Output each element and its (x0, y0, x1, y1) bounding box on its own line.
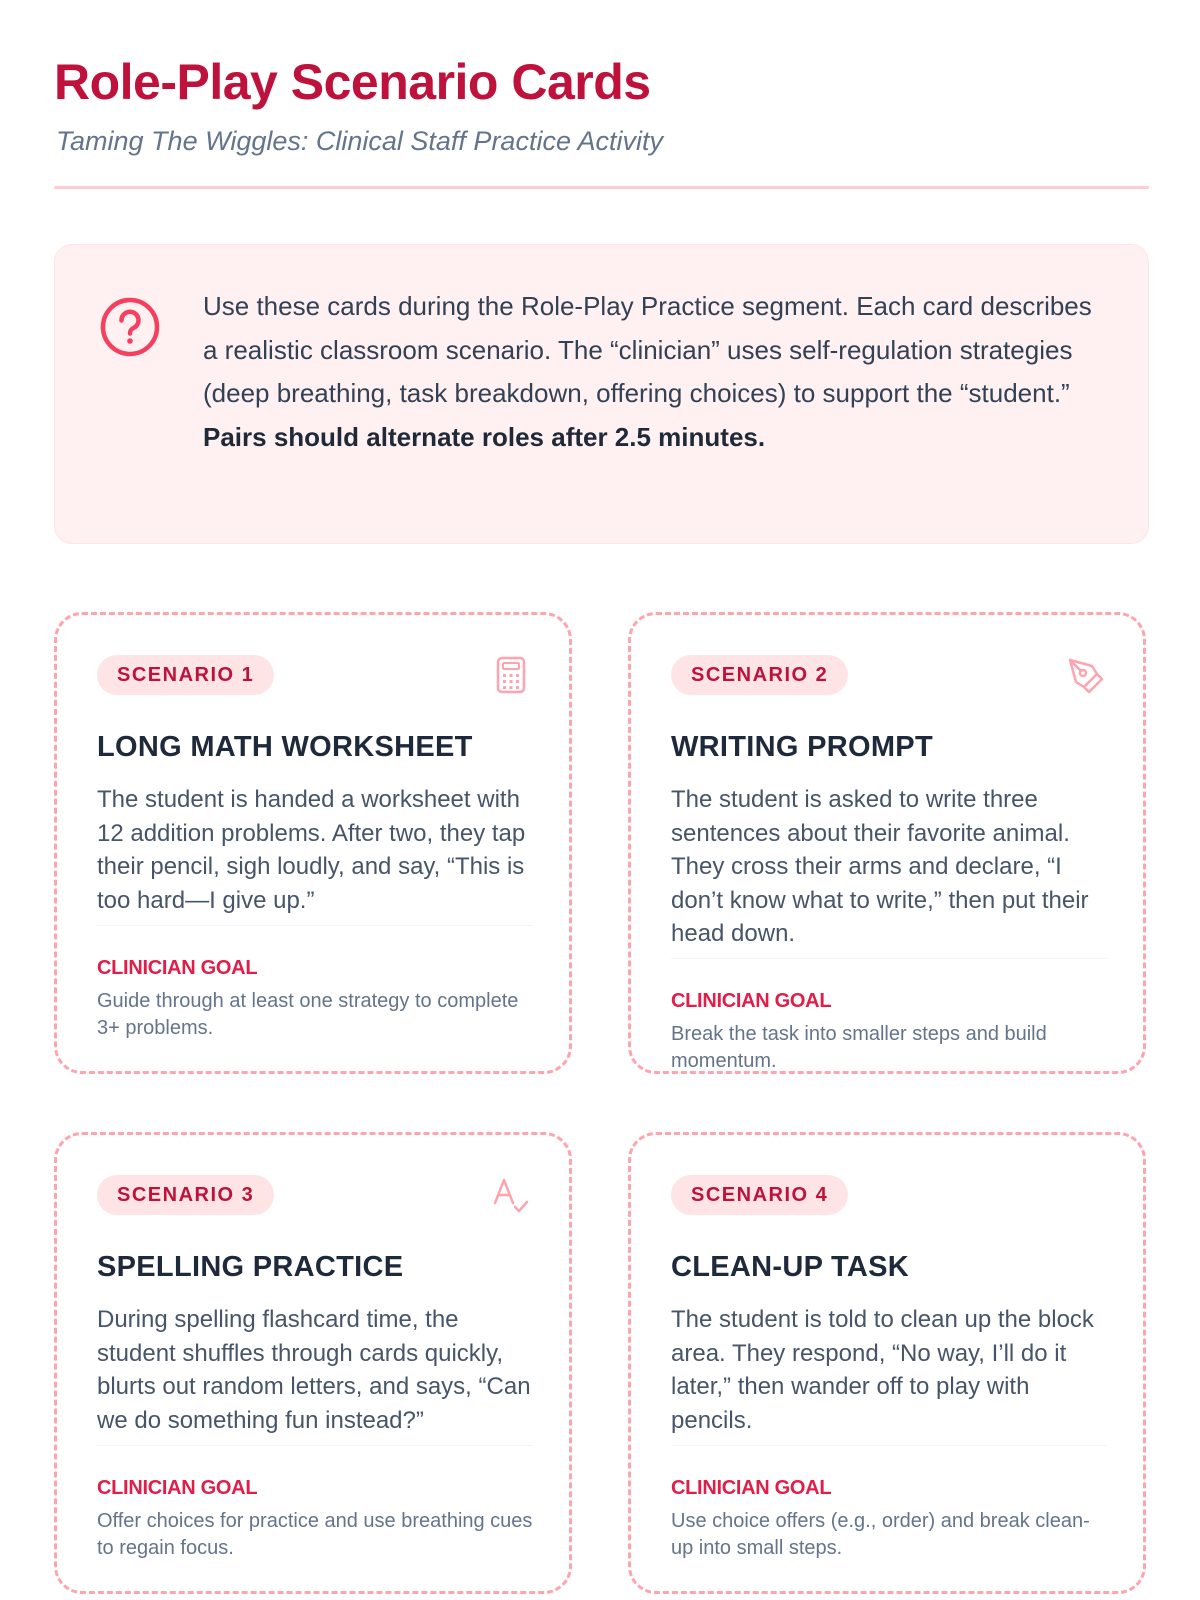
header-divider (54, 186, 1149, 189)
goal-text: Offer choices for practice and use breathing cues to regain focus. (97, 1510, 533, 1559)
scenario-card-4 (628, 1132, 1146, 1594)
scenario-badge: SCENARIO 3 (97, 1175, 274, 1215)
goal-text: Break the task into smaller steps and build momentum. (671, 1023, 1047, 1072)
clinician-goal (97, 1445, 533, 1562)
clinician-goal (671, 958, 1107, 1074)
goal-text: Guide through at least one strategy to complete 3+ problems. (97, 990, 519, 1039)
scenario-title: LONG MATH WORKSHEET (97, 731, 473, 763)
calculator-icon (491, 655, 531, 695)
scenario-card-1 (54, 612, 572, 1074)
goal-text: Use choice offers (e.g., order) and break clean-up into small steps. (671, 1510, 1090, 1559)
goal-label: CLINICIAN GOAL (97, 957, 258, 979)
scenario-description: During spelling flashcard time, the student shuffles through cards quickly, blurts out random letters, and says, “Can we do something fun instead?” (97, 1306, 531, 1434)
clinician-goal (671, 1445, 1107, 1562)
spellcheck-icon (491, 1175, 531, 1215)
scenario-title: CLEAN-UP TASK (671, 1251, 910, 1283)
scenario-description: The student is handed a worksheet with 12 addition problems. After two, they tap their pencil, sigh loudly, and say, “This is too hard—I give up.” (97, 786, 526, 914)
scenario-badge: SCENARIO 1 (97, 655, 274, 695)
page-title: Role-Play Scenario Cards (54, 54, 651, 110)
clinician-goal (97, 925, 533, 1042)
scenario-title: SPELLING PRACTICE (97, 1251, 404, 1283)
intro-body: Use these cards during the Role-Play Practice segment. Each card describes a realistic classroom scenario. The “clinician” uses self-regulation strategies (deep breathing, task breakdown, offering choices) to support the “student.” (203, 291, 1092, 408)
scenario-title: WRITING PROMPT (671, 731, 933, 763)
scenario-badge: SCENARIO 4 (671, 1175, 848, 1215)
scenario-description: The student is told to clean up the block area. They respond, “No way, I’ll do it later,” then wander off to play with pencils. (671, 1306, 1094, 1434)
intro-emphasis: Pairs should alternate roles after 2.5 minutes. (203, 421, 766, 452)
scenario-badge: SCENARIO 2 (671, 655, 848, 695)
scenario-card-3 (54, 1132, 572, 1594)
page-subtitle: Taming The Wiggles: Clinical Staff Practice Activity (56, 126, 663, 156)
goal-label: CLINICIAN GOAL (97, 1477, 258, 1499)
pen-tool-icon (1065, 655, 1105, 695)
intro-panel (54, 244, 1149, 544)
goal-label: CLINICIAN GOAL (671, 990, 832, 1012)
help-circle-icon (99, 296, 161, 358)
scenario-description: The student is asked to write three sentences about their favorite animal. They cross their arms and declare, “I don’t know what to write,” then put their head down. (671, 786, 1089, 947)
scenario-card-2 (628, 612, 1146, 1074)
goal-label: CLINICIAN GOAL (671, 1477, 832, 1499)
intro-text (203, 285, 1113, 459)
